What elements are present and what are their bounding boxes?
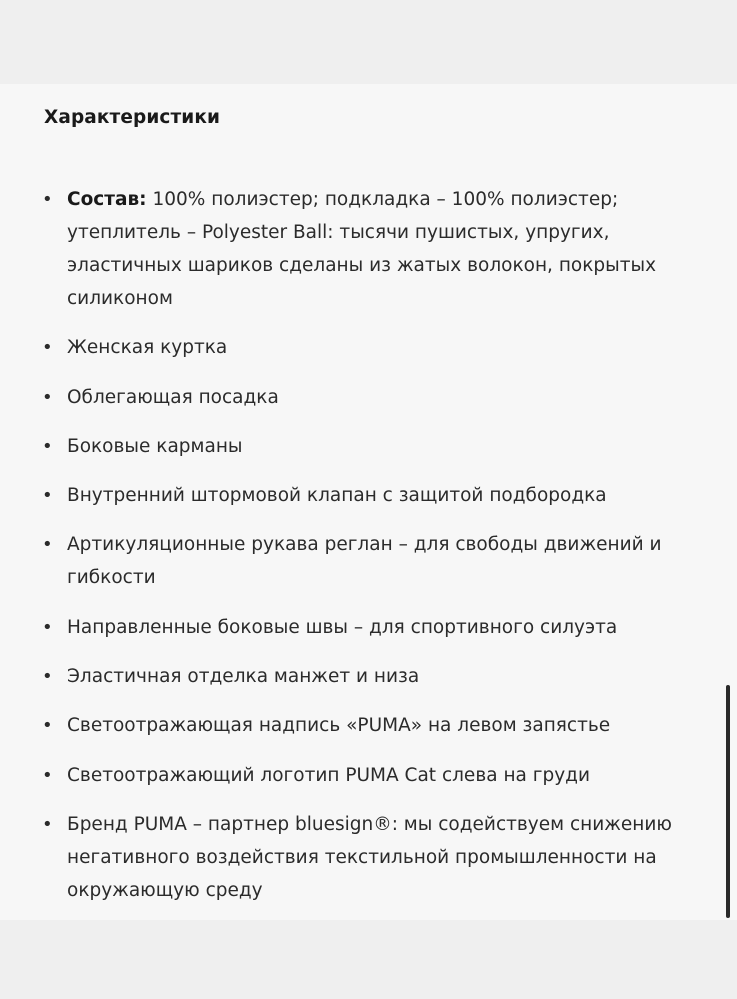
list-item — [42, 808, 704, 907]
composition-label: Состав: — [67, 189, 147, 210]
list-item-text: Женская куртка — [67, 337, 228, 359]
list-item — [42, 479, 704, 512]
bullet-dot-icon: • — [42, 616, 53, 638]
list-item-text: Эластичная отделка манжет и низа — [67, 666, 420, 688]
list-item — [42, 611, 704, 644]
list-item — [42, 709, 704, 742]
list-item-text: Светоотражающий логотип PUMA Cat слева на груди — [67, 764, 590, 786]
list-item-text: Светоотражающая надпись «PUMA» на левом запястье — [67, 715, 611, 737]
list-item — [42, 430, 704, 463]
list-item-text: Внутренний штормовой клапан с защитой подбородка — [67, 485, 607, 507]
scrollbar[interactable] — [726, 84, 730, 920]
bullet-dot-icon: • — [42, 189, 53, 210]
bullet-dot-icon: • — [42, 813, 53, 835]
bullet-dot-icon: • — [42, 386, 53, 408]
bottom-background-band — [0, 920, 737, 999]
section-title: Характеристики — [44, 107, 221, 128]
bullet-dot-icon: • — [42, 337, 53, 359]
bullet-dot-icon: • — [42, 435, 53, 457]
list-item-composition — [42, 183, 704, 315]
list-item — [42, 331, 704, 364]
bullet-dot-icon: • — [42, 666, 53, 688]
bullet-dot-icon: • — [42, 534, 53, 556]
scrollbar-thumb[interactable] — [726, 685, 730, 918]
top-background-band — [0, 0, 737, 84]
bullet-dot-icon: • — [42, 715, 53, 737]
composition-value: 100% полиэстер; подкладка – 100% полиэстер; утеплитель – Polyester Ball: тысячи пушистых, упругих, эластичных шариков сделаны из жатых волокон, покрытых силиконом — [67, 189, 657, 309]
list-item-text: Боковые карманы — [67, 435, 243, 457]
list-item-text: Артикуляционные рукава реглан – для свободы движений и гибкости — [67, 534, 662, 589]
characteristics-panel — [0, 84, 737, 920]
list-item — [42, 660, 704, 693]
spec-list — [42, 183, 704, 920]
list-item — [42, 759, 704, 792]
list-item-text: Облегающая посадка — [67, 386, 279, 408]
list-item — [42, 381, 704, 414]
list-item-text: Направленные боковые швы – для спортивного силуэта — [67, 616, 618, 638]
list-item-text: Бренд PUMA – партнер bluesign®: мы содействуем снижению негативного воздействия текстильной промышленности на окружающую среду — [67, 813, 672, 901]
list-item — [42, 528, 704, 594]
bullet-dot-icon: • — [42, 485, 53, 507]
bullet-dot-icon: • — [42, 764, 53, 786]
